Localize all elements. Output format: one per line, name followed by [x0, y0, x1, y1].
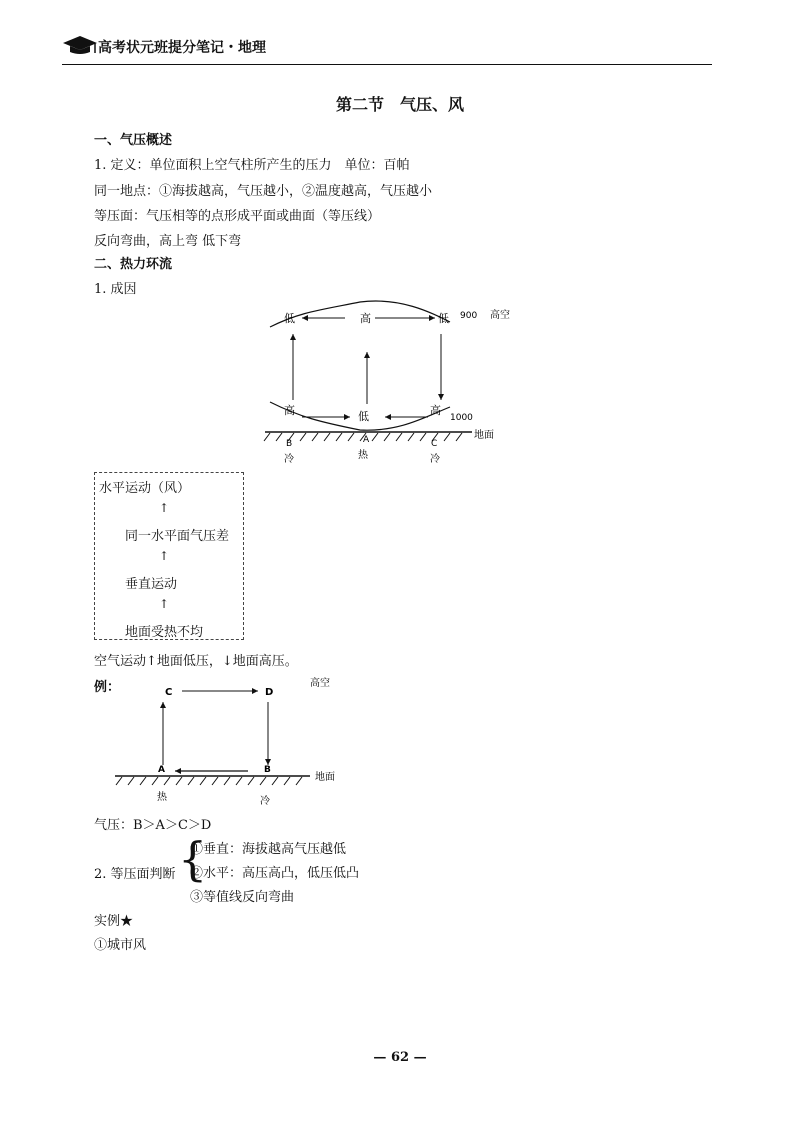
- point-c-label: C: [165, 687, 173, 698]
- air-motion-line: 空气运动↑地面低压，↓地面高压。: [94, 654, 298, 669]
- example-star-label: 实例★: [94, 914, 134, 929]
- point-b-label: B: [286, 439, 293, 449]
- ground-label: 地面: [474, 430, 494, 441]
- example-label: 例：: [94, 680, 121, 695]
- flow-pressure-difference: 同一水平面气压差: [125, 529, 230, 544]
- bottom-right-high-label: 高: [430, 404, 441, 417]
- right-cold-label: 冷: [430, 454, 440, 465]
- cold-label: 冷: [260, 796, 270, 807]
- causal-flow-box: [94, 472, 244, 640]
- reverse-bend-line: 反向弯曲，高上弯 低下弯: [94, 234, 242, 249]
- mortarboard-icon: [62, 34, 98, 56]
- up-arrow-icon: ↑: [159, 597, 170, 611]
- isobar-1000-label: 1000: [450, 413, 473, 423]
- bottom-left-high-label: 高: [284, 404, 295, 417]
- point-b-label: B: [264, 765, 271, 775]
- mid-hot-label: 热: [358, 450, 368, 461]
- judge-item-reverse-bend: ③等值线反向弯曲: [190, 890, 295, 905]
- point-d-label: D: [265, 687, 274, 698]
- city-wind-item: ①城市风: [94, 938, 147, 953]
- isobaric-surface-line: 等压面：气压相等的点形成平面或曲面（等压线）: [94, 209, 381, 224]
- top-mid-high-label: 高: [360, 312, 371, 325]
- judge-item-horizontal: ②水平：高压高凸，低压低凸: [190, 866, 360, 881]
- ground-label: 地面: [315, 772, 335, 783]
- left-cold-label: 冷: [284, 454, 294, 465]
- cause-subheading: 1. 成因: [94, 282, 137, 297]
- hot-label: 热: [157, 792, 167, 803]
- up-arrow-icon: ↑: [159, 549, 170, 563]
- point-a-label: A: [363, 435, 370, 445]
- point-c-label: C: [431, 439, 438, 449]
- judge-item-vertical: ①垂直：海拔越高气压越低: [190, 842, 347, 857]
- flow-uneven-heating: 地面受热不均: [125, 625, 204, 640]
- up-arrow-icon: ↑: [159, 501, 170, 515]
- left-brace-icon: {: [178, 832, 208, 886]
- isobar-900-label: 900: [460, 311, 478, 321]
- top-right-low-label: 低: [438, 312, 449, 325]
- isobaric-judgement-label: 2. 等压面判断: [94, 867, 176, 882]
- thermal-circulation-diagram: [260, 292, 520, 472]
- abcd-circulation-diagram: [110, 670, 370, 810]
- flow-horizontal-motion: 水平运动（风）: [99, 481, 191, 496]
- same-location-line: 同一地点：①海拔越高，气压越小，②温度越高，气压越小: [94, 184, 433, 199]
- section-title: 第二节 气压、风: [335, 95, 464, 114]
- top-left-low-label: 低: [284, 312, 295, 325]
- flow-vertical-motion: 垂直运动: [125, 577, 178, 592]
- upper-air-label: 高空: [310, 678, 330, 689]
- upper-air-label: 高空: [490, 310, 510, 321]
- header-divider: [62, 64, 712, 65]
- page-number: — 62 —: [373, 1050, 427, 1065]
- pressure-order: 气压：B＞A＞C＞D: [94, 818, 212, 833]
- header-title: 高考状元班提分笔记・地理: [98, 40, 266, 56]
- part1-heading: 一、气压概述: [94, 133, 173, 148]
- bottom-mid-low-label: 低: [358, 410, 369, 423]
- part2-heading: 二、热力环流: [94, 257, 173, 272]
- definition-line: 1. 定义：单位面积上空气柱所产生的压力 单位：百帕: [94, 158, 410, 173]
- point-a-label: A: [158, 765, 165, 775]
